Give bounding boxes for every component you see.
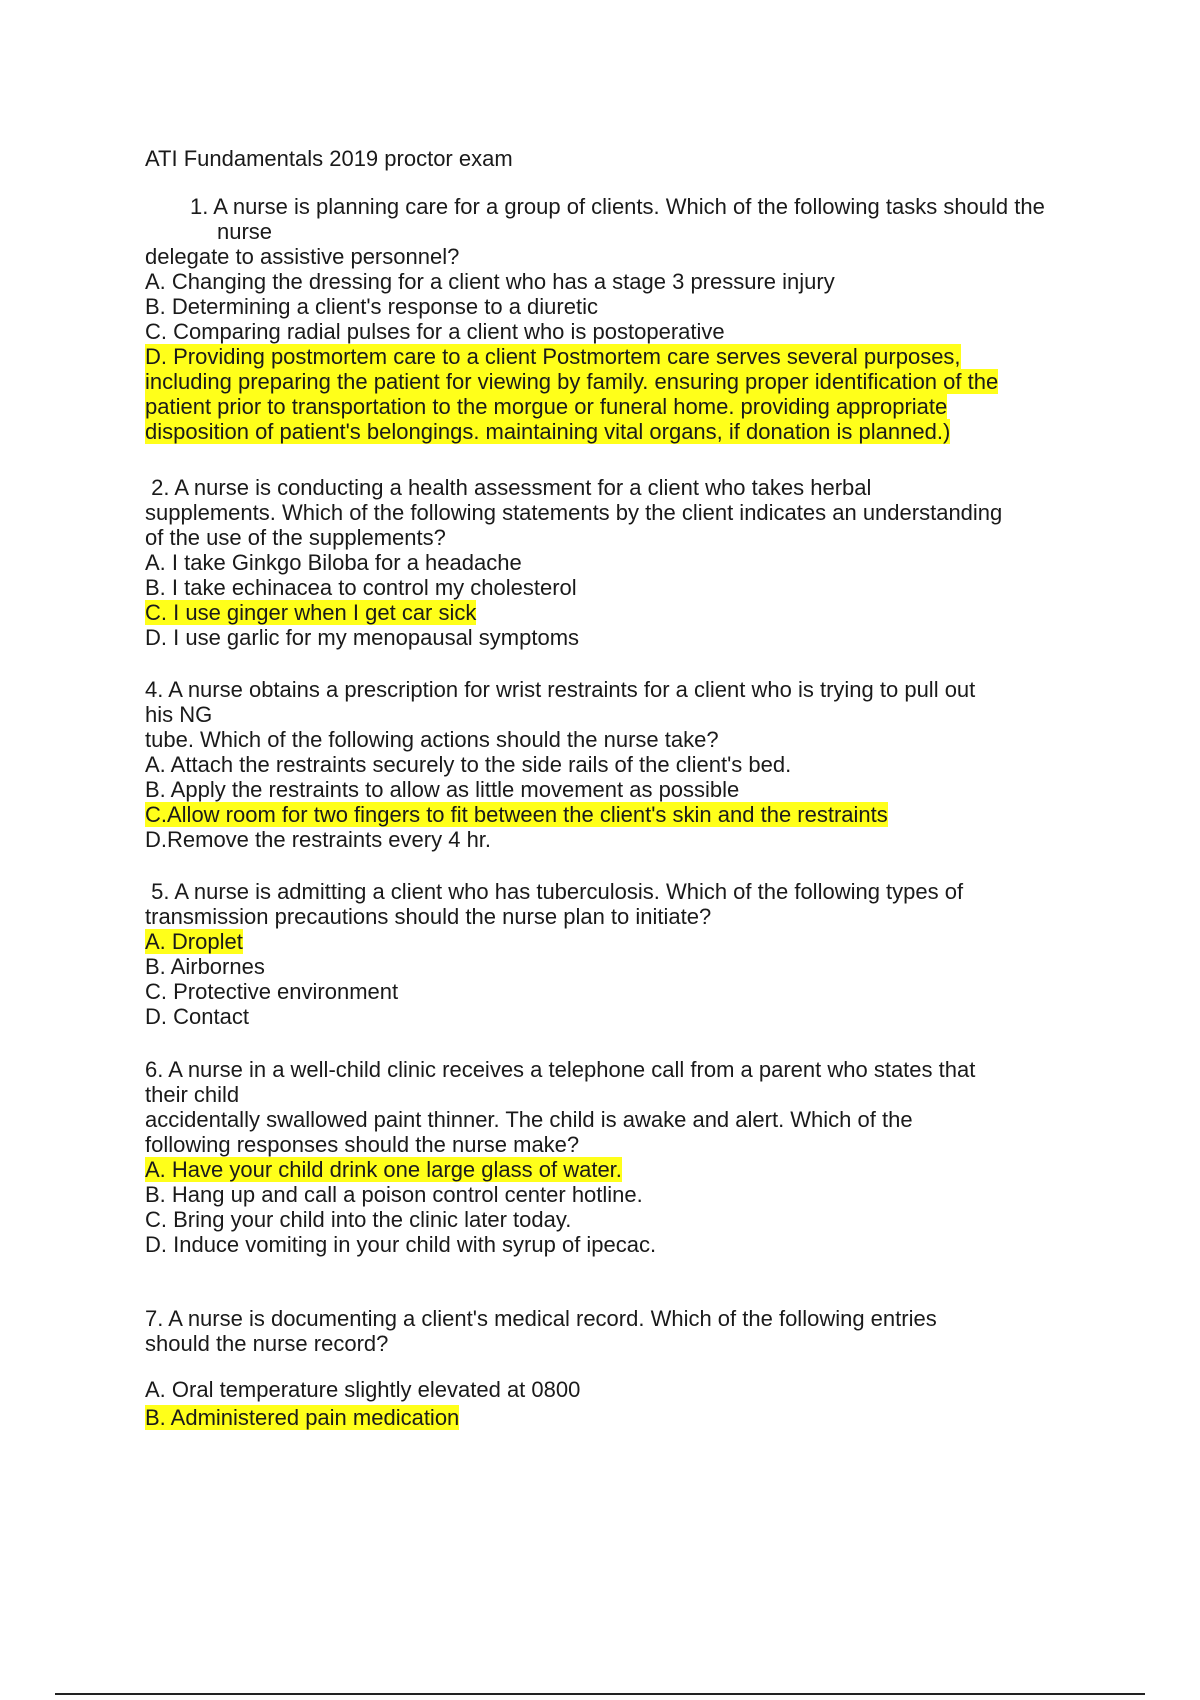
question-7 [145,1306,1095,1430]
question-5 [145,879,1095,1029]
question-7-stem-line-2: should the nurse record? [145,1331,389,1356]
question-4-stem-line-3: tube. Which of the following actions should the nurse take? [145,727,719,752]
question-1-answer-line-3: patient prior to transportation to the morgue or funeral home. providing appropriate [145,394,948,419]
question-1-answer-line-2: including preparing the patient for viewing by family. ensuring proper identification of the [145,369,999,394]
question-6-option-b: B. Hang up and call a poison control center hotline. [145,1182,643,1207]
question-5-option-b: B. Airbornes [145,954,265,979]
question-2-option-c-answer: C. I use ginger when I get car sick [145,600,477,625]
question-6-option-d: D. Induce vomiting in your child with syrup of ipecac. [145,1232,657,1257]
question-1-option-b: B. Determining a client's response to a diuretic [145,294,598,319]
question-2-option-d: D. I use garlic for my menopausal symptoms [145,625,580,650]
question-1-option-a: A. Changing the dressing for a client who has a stage 3 pressure injury [145,269,835,294]
question-4-stem-line-1: 4. A nurse obtains a prescription for wrist restraints for a client who is trying to pull out [145,677,976,702]
question-5-option-a-answer: A. Droplet [145,929,243,954]
question-6-stem-line-3: accidentally swallowed paint thinner. The child is awake and alert. Which of the [145,1107,913,1132]
question-2-option-a: A. I take Ginkgo Biloba for a headache [145,550,522,575]
question-4-option-b: B. Apply the restraints to allow as little movement as possible [145,777,740,802]
question-2-stem-line-3: of the use of the supplements? [145,525,446,550]
question-1-stem-text: A nurse is planning care for a group of clients. Which of the following tasks should the nurse [213,194,1045,244]
question-2-stem-line-1: 2. A nurse is conducting a health assessment for a client who takes herbal [145,475,872,500]
question-2 [145,475,1095,650]
question-5-option-d: D. Contact [145,1004,249,1029]
question-1-number: 1. [190,194,209,219]
question-5-option-c: C. Protective environment [145,979,399,1004]
page-bottom-rule [55,1693,1145,1695]
question-4-option-a: A. Attach the restraints securely to the side rails of the client's bed. [145,752,792,777]
question-4-stem-line-2: his NG [145,702,213,727]
question-1-answer-line-1: D. Providing postmortem care to a client Postmortem care serves several purposes, [145,344,961,369]
question-4-option-d: D.Remove the restraints every 4 hr. [145,827,492,852]
question-6-option-c: C. Bring your child into the clinic later today. [145,1207,572,1232]
question-1-stem-line-1 [145,194,1077,244]
question-1-stem-line-2: delegate to assistive personnel? [145,244,460,269]
question-4 [145,677,1095,852]
question-1-option-c: C. Comparing radial pulses for a client who is postoperative [145,319,725,344]
question-6 [145,1057,1095,1257]
question-1 [145,194,1095,444]
question-7-stem-line-1: 7. A nurse is documenting a client's medical record. Which of the following entries [145,1306,937,1331]
question-2-option-b: B. I take echinacea to control my cholesterol [145,575,577,600]
question-6-option-a-answer: A. Have your child drink one large glass of water. [145,1157,622,1182]
question-6-stem-line-4: following responses should the nurse make? [145,1132,580,1157]
question-5-stem-line-1: 5. A nurse is admitting a client who has tuberculosis. Which of the following types of [145,879,964,904]
question-5-stem-line-2: transmission precautions should the nurse plan to initiate? [145,904,712,929]
question-7-option-b-answer: B. Administered pain medication [145,1405,460,1430]
document-title: ATI Fundamentals 2019 proctor exam [145,146,513,171]
question-7-option-a: A. Oral temperature slightly elevated at 0800 [145,1377,581,1402]
question-2-stem-line-2: supplements. Which of the following statements by the client indicates an understanding [145,500,1003,525]
question-4-option-c-answer: C.Allow room for two fingers to fit between the client's skin and the restraints [145,802,888,827]
question-6-stem-line-1: 6. A nurse in a well-child clinic receives a telephone call from a parent who states that [145,1057,976,1082]
question-1-answer-line-4: disposition of patient's belongings. maintaining vital organs, if donation is planned.) [145,419,951,444]
question-6-stem-line-2: their child [145,1082,240,1107]
